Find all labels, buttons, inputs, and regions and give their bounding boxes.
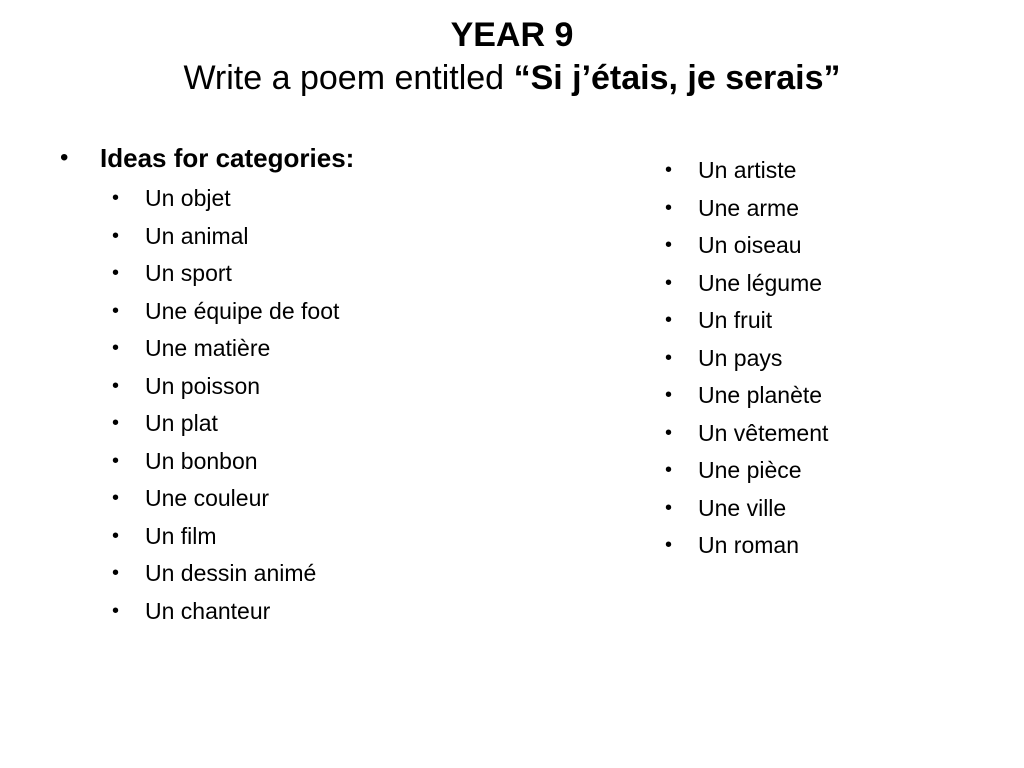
list-item-label: Une légume xyxy=(698,269,823,296)
list-item xyxy=(665,152,828,190)
list-item xyxy=(112,555,354,593)
list-item-label: Un fruit xyxy=(698,307,773,334)
list-item-label: Un chanteur xyxy=(145,597,271,624)
list-item-label: Un vêtement xyxy=(698,419,829,446)
list-item-label: Une pièce xyxy=(698,457,802,484)
list-item-label: Un plat xyxy=(145,410,218,437)
bullet-icon: • xyxy=(112,299,120,322)
bullet-icon: • xyxy=(665,159,673,182)
categories-heading-row xyxy=(56,140,354,176)
bullet-icon: • xyxy=(665,271,673,294)
list-item-label: Une couleur xyxy=(145,485,270,512)
list-item-label: Un roman xyxy=(698,532,799,559)
bullet-icon: • xyxy=(112,599,120,622)
list-item-label: Un poisson xyxy=(145,372,261,399)
list-item xyxy=(112,368,354,406)
bullet-icon: • xyxy=(112,412,120,435)
bullet-icon: • xyxy=(112,487,120,510)
bullet-icon: • xyxy=(665,196,673,219)
right-category-list xyxy=(665,152,828,565)
list-item-label: Une matière xyxy=(145,335,271,362)
list-item xyxy=(665,340,828,378)
list-item-label: Un pays xyxy=(698,344,783,371)
list-item-label: Une ville xyxy=(698,494,787,521)
list-item xyxy=(112,480,354,518)
list-item-label: Une équipe de foot xyxy=(145,297,340,324)
bullet-icon: • xyxy=(665,459,673,482)
bullet-icon: • xyxy=(112,337,120,360)
bullet-icon: • xyxy=(665,234,673,257)
list-item xyxy=(665,265,828,303)
list-item xyxy=(112,330,354,368)
bullet-icon: • xyxy=(665,421,673,444)
list-item xyxy=(665,490,828,528)
list-item xyxy=(665,452,828,490)
list-item xyxy=(112,518,354,556)
list-item-label: Un bonbon xyxy=(145,447,258,474)
list-item-label: Une arme xyxy=(698,194,799,221)
bullet-icon: • xyxy=(112,449,120,472)
bullet-icon: • xyxy=(112,562,120,585)
slide-title: YEAR 9 xyxy=(450,16,574,54)
list-item-label: Un animal xyxy=(145,222,249,249)
list-item-label: Un sport xyxy=(145,260,232,287)
bullet-icon: • xyxy=(665,309,673,332)
list-item xyxy=(112,405,354,443)
list-item-label: Un dessin animé xyxy=(145,560,317,587)
bullet-icon: • xyxy=(665,384,673,407)
subtitle-prefix: Write a poem entitled xyxy=(183,59,505,97)
left-column xyxy=(56,140,354,630)
list-item xyxy=(112,180,354,218)
left-category-list xyxy=(112,180,354,630)
list-item xyxy=(112,293,354,331)
bullet-icon: • xyxy=(665,346,673,369)
list-item xyxy=(112,443,354,481)
title-block xyxy=(0,14,1024,100)
poem-title: “Si j’étais, je serais” xyxy=(513,59,841,97)
bullet-icon: • xyxy=(60,144,69,171)
list-item-label: Un artiste xyxy=(698,157,797,184)
bullet-icon: • xyxy=(112,187,120,210)
list-item-label: Un objet xyxy=(145,185,231,212)
list-item-label: Un film xyxy=(145,522,217,549)
list-item xyxy=(665,415,828,453)
list-item-label: Une planète xyxy=(698,382,823,409)
list-item xyxy=(665,302,828,340)
right-column xyxy=(665,152,828,565)
list-item xyxy=(112,255,354,293)
bullet-icon: • xyxy=(112,262,120,285)
slide-subtitle xyxy=(0,56,1024,100)
list-item xyxy=(665,527,828,565)
list-item xyxy=(665,190,828,228)
bullet-icon: • xyxy=(112,374,120,397)
bullet-icon: • xyxy=(112,524,120,547)
bullet-icon: • xyxy=(665,534,673,557)
list-item xyxy=(112,218,354,256)
list-item xyxy=(665,227,828,265)
categories-heading: Ideas for categories: xyxy=(100,142,355,173)
bullet-icon: • xyxy=(112,224,120,247)
bullet-icon: • xyxy=(665,496,673,519)
list-item-label: Un oiseau xyxy=(698,232,802,259)
list-item xyxy=(112,593,354,631)
list-item xyxy=(665,377,828,415)
